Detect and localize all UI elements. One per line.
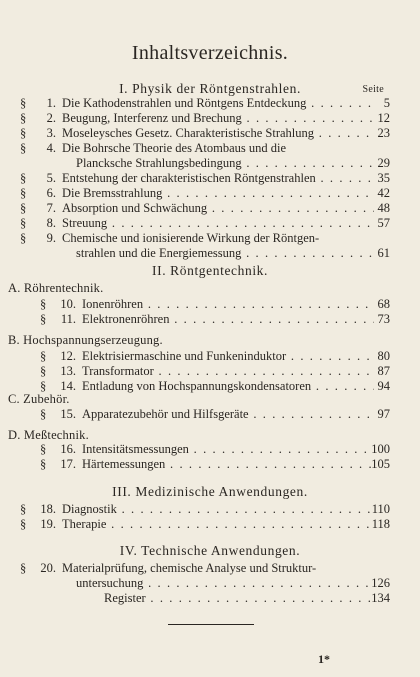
entry-title: Intensitätsmessungen . . . xyxy=(82,442,374,456)
section-heading-3: III. Medizinische Anwendungen. xyxy=(112,484,308,499)
toc-entry xyxy=(0,216,420,230)
section-symbol: § xyxy=(20,126,27,140)
section-symbol: § xyxy=(20,96,27,110)
section-symbol: § xyxy=(20,231,27,245)
entry-title: Moseleysches Gesetz. Charakteristische Strahlung . . . xyxy=(62,126,374,140)
entry-page-number: 57 xyxy=(377,216,390,230)
toc-entry xyxy=(0,171,420,185)
entry-title: Materialprüfung, chemische Analyse und Struktur- xyxy=(62,561,317,575)
entry-page-number: 35 xyxy=(377,171,390,185)
section-heading-2: II. Röntgentechnik. xyxy=(152,263,268,278)
entry-page-number: 42 xyxy=(377,186,390,200)
entry-page-number: 94 xyxy=(377,379,390,393)
entry-title: Entstehung der charakteristischen Röntgenstrahlen . . . xyxy=(62,171,374,185)
toc-entry xyxy=(0,231,420,245)
section-symbol: § xyxy=(20,561,27,575)
divider-rule xyxy=(168,624,254,625)
section-symbol: § xyxy=(40,297,47,311)
entry-title: Apparatezubehör und Hilfsgeräte . . . xyxy=(82,407,374,421)
section-heading-1: I. Physik der Röntgenstrahlen. xyxy=(119,81,301,96)
page-folio: 1* xyxy=(318,652,330,666)
entry-title: Absorption und Schwächung . . . xyxy=(62,201,374,215)
entry-page-number: 61 xyxy=(377,246,390,260)
toc-entry xyxy=(0,502,420,516)
toc-entry-continuation xyxy=(0,576,420,590)
entry-number: 1. xyxy=(46,96,56,110)
entry-title: Transformator . . . xyxy=(82,364,374,378)
entry-number: 17. xyxy=(60,457,76,471)
entry-number: 5. xyxy=(46,171,56,185)
entry-number: 7. xyxy=(46,201,56,215)
subsection-heading-a: A. Röhrentechnik. xyxy=(8,281,104,295)
entry-title: Register . . . xyxy=(104,591,374,605)
toc-entry xyxy=(0,201,420,215)
entry-number: 14. xyxy=(60,379,76,393)
entry-page-number: 5 xyxy=(383,96,390,110)
entry-page-number: 110 xyxy=(371,502,390,516)
entry-title: Chemische und ionisierende Wirkung der Röntgen- xyxy=(62,231,320,245)
entry-page-number: 100 xyxy=(371,442,390,456)
section-symbol: § xyxy=(40,364,47,378)
entry-number: 18. xyxy=(40,502,56,516)
entry-page-number: 73 xyxy=(377,312,390,326)
entry-number: 16. xyxy=(60,442,76,456)
entry-page-number: 87 xyxy=(377,364,390,378)
toc-entry xyxy=(0,312,420,326)
section-heading-4: IV. Technische Anwendungen. xyxy=(119,543,301,558)
section-symbol: § xyxy=(20,186,27,200)
entry-number: 2. xyxy=(46,111,56,125)
entry-number: 9. xyxy=(46,231,56,245)
entry-title: Ionenröhren . . . xyxy=(82,297,374,311)
toc-entry xyxy=(0,297,420,311)
section-symbol: § xyxy=(40,312,47,326)
toc-entry xyxy=(0,457,420,471)
entry-page-number: 12 xyxy=(377,111,390,125)
toc-entry xyxy=(0,407,420,421)
section-symbol: § xyxy=(20,141,27,155)
toc-entry xyxy=(0,561,420,575)
entry-page-number: 80 xyxy=(377,349,390,363)
section-symbol: § xyxy=(20,517,27,531)
entry-number: 20. xyxy=(40,561,56,575)
entry-title: Streuung . . . xyxy=(62,216,374,230)
entry-title: Elektronenröhren . . . xyxy=(82,312,374,326)
page-column-label: Seite xyxy=(362,84,384,95)
section-symbol: § xyxy=(20,111,27,125)
entry-number: 19. xyxy=(40,517,56,531)
entry-number: 3. xyxy=(46,126,56,140)
section-symbol: § xyxy=(40,442,47,456)
entry-number: 8. xyxy=(46,216,56,230)
toc-entry xyxy=(0,591,420,605)
entry-title-continued: strahlen und die Energiemessung . . . xyxy=(76,246,374,260)
subsection-heading-c: C. Zubehör. xyxy=(8,392,70,406)
entry-number: 10. xyxy=(60,297,76,311)
toc-entry xyxy=(0,364,420,378)
toc-entry-continuation xyxy=(0,156,420,170)
entry-title: Therapie . . . xyxy=(62,517,374,531)
entry-page-number: 134 xyxy=(371,591,390,605)
entry-title: Die Bohrsche Theorie des Atombaus und die xyxy=(62,141,287,155)
entry-page-number: 105 xyxy=(371,457,390,471)
toc-entry xyxy=(0,349,420,363)
entry-number: 6. xyxy=(46,186,56,200)
entry-number: 15. xyxy=(60,407,76,421)
section-symbol: § xyxy=(40,379,47,393)
entry-title: Härtemessungen . . . xyxy=(82,457,374,471)
section-symbol: § xyxy=(40,407,47,421)
entry-page-number: 118 xyxy=(371,517,390,531)
section-symbol: § xyxy=(20,201,27,215)
entry-title: Die Bremsstrahlung . . . xyxy=(62,186,374,200)
toc-entry xyxy=(0,111,420,125)
entry-page-number: 97 xyxy=(377,407,390,421)
entry-number: 12. xyxy=(60,349,76,363)
toc-entry xyxy=(0,442,420,456)
entry-page-number: 126 xyxy=(371,576,390,590)
subsection-heading-d: D. Meßtechnik. xyxy=(8,428,89,442)
entry-title: Entladung von Hochspannungskondensatoren . . . xyxy=(82,379,374,393)
entry-page-number: 23 xyxy=(377,126,390,140)
section-symbol: § xyxy=(20,171,27,185)
section-symbol: § xyxy=(20,216,27,230)
entry-title-continued: untersuchung . . . xyxy=(76,576,374,590)
entry-title: Diagnostik . . . xyxy=(62,502,374,516)
toc-entry xyxy=(0,96,420,110)
section-symbol: § xyxy=(20,502,27,516)
page-title: Inhaltsverzeichnis. xyxy=(131,42,289,64)
entry-number: 13. xyxy=(60,364,76,378)
section-symbol: § xyxy=(40,457,47,471)
subsection-heading-b: B. Hochspannungserzeugung. xyxy=(8,333,163,347)
entry-number: 4. xyxy=(46,141,56,155)
toc-entry xyxy=(0,379,420,393)
entry-title: Beugung, Interferenz und Brechung . . . xyxy=(62,111,374,125)
entry-number: 11. xyxy=(60,312,76,326)
entry-page-number: 48 xyxy=(377,201,390,215)
toc-entry xyxy=(0,186,420,200)
toc-entry xyxy=(0,141,420,155)
entry-title: Elektrisiermaschine und Funkeninduktor . . . xyxy=(82,349,374,363)
section-symbol: § xyxy=(40,349,47,363)
entry-page-number: 68 xyxy=(377,297,390,311)
toc-entry xyxy=(0,517,420,531)
toc-entry xyxy=(0,126,420,140)
entry-title: Die Kathodenstrahlen und Röntgens Entdeckung . . . xyxy=(62,96,374,110)
entry-page-number: 29 xyxy=(377,156,390,170)
toc-entry-continuation xyxy=(0,246,420,260)
entry-title-continued: Plancksche Strahlungsbedingung . . . xyxy=(76,156,374,170)
